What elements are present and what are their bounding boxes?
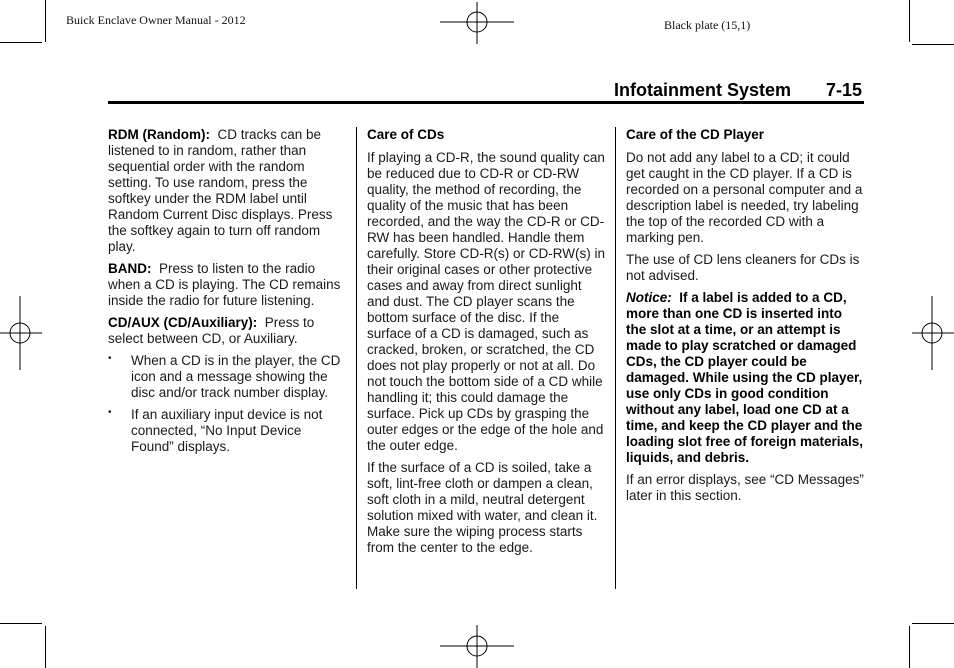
registration-mark-icon [440,625,514,668]
list-item-text: If an auxiliary input device is not connected, “No Input Device Found” displays. [131,407,323,454]
section-title: Infotainment System [614,80,792,100]
bullet-icon: • [108,353,112,364]
list-item [108,407,344,455]
term-band: BAND: [108,261,152,276]
crop-mark [0,42,42,43]
registration-mark-icon [912,296,954,370]
column-2 [367,127,607,562]
paragraph: If an error displays, see “CD Messages” later in this section. [626,472,864,503]
paragraph: Do not add any label to a CD; it could get caught in the CD player. If a CD is recorded on a personal computer and a description label is needed, try labeling the top of the recorded CD with a marking pen. [626,150,863,245]
list-item-text: When a CD is in the player, the CD icon and a message showing the disc and/or track number display. [131,353,341,400]
crop-mark [912,44,954,45]
crop-mark [0,623,42,624]
term-cdaux: CD/AUX (CD/Auxiliary): [108,315,258,330]
column-divider [615,127,616,589]
page-number: 7-15 [826,80,863,100]
bullet-icon: • [108,407,112,418]
registration-mark-icon [440,2,514,44]
paragraph-cdaux [108,315,344,347]
list-item [108,353,344,401]
registration-mark-icon [0,296,42,370]
notice-label: Notice: [626,290,672,305]
text-rdm: CD tracks can be listened to in random, rather than sequential order with the random setting. To use random, press the softkey under the RDM label until Random Current Disc displays. Press the softkey again to turn off random play. [108,127,333,254]
crop-mark [912,623,954,624]
notice-block [626,290,866,466]
notice-text: If a label is added to a CD, more than one CD is inserted into the slot at a time, or an attempt is made to play scratched or damaged CDs, the CD player could be damaged. While using the CD player, use only CDs in good condition without any label, load one CD at a time, and keep the CD player and the loading slot free of foreign materials, liquids, and debris. [626,290,864,465]
paragraph-rdm [108,127,344,255]
column-1 [108,127,344,461]
paragraph: If the surface of a CD is soiled, take a soft, lint-free cloth or dampen a clean, soft cloth in a mild, neutral detergent solution mixed with water, and clean it. Make sure the wiping process starts from the center to the edge. [367,460,598,555]
text-band: Press to listen to the radio when a CD is playing. The CD remains inside the radio for future listening. [108,261,341,308]
plate-label: Black plate (15,1) [664,18,751,32]
term-rdm: RDM (Random): [108,127,210,142]
column-3 [626,127,866,510]
crop-mark [909,626,910,668]
header-rule [108,101,864,104]
paragraph: The use of CD lens cleaners for CDs is not advised. [626,252,860,283]
column-divider [356,127,357,589]
crop-mark [45,626,46,668]
crop-mark [909,0,910,42]
crop-mark [45,0,46,42]
paragraph: If playing a CD-R, the sound quality can be reduced due to CD-R or CD-RW quality, the method of recording, the quality of the music that has been recorded, and the way the CD-R or CD-RW has been handled. Handle them carefully. Store CD-R(s) or CD-RW(s) in their original cases or other protective cases and away from direct sunlight and dust. The CD player scans the bottom surface of the disc. If the surface of a CD is damaged, such as cracked, broken, or scratched, the CD does not play properly or not at all. Do not touch the bottom side of a CD while handling it; this could damage the surface. Pick up CDs by grasping the outer edges or the edge of the hole and the outer edge. [367,150,606,453]
book-title: Buick Enclave Owner Manual - 2012 [66,13,246,27]
paragraph-band [108,261,344,309]
section-header [614,80,864,101]
heading-care-of-cds: Care of CDs [367,127,445,142]
text-cdaux: Press to select between CD, or Auxiliary. [108,315,315,346]
heading-care-of-cd-player: Care of the CD Player [626,127,765,142]
